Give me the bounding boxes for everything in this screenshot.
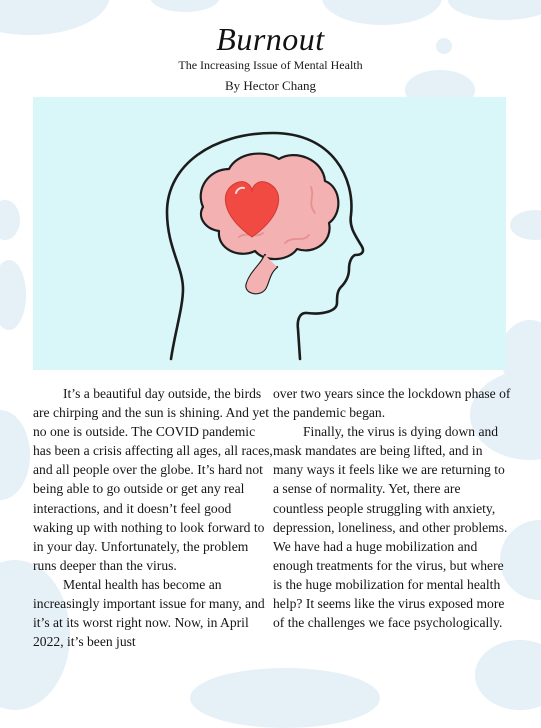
paragraph-continuation: over two years since the lockdown phase of the pandemic began. <box>273 386 511 421</box>
background-bubble <box>448 0 541 20</box>
paragraph-finally: Finally, the virus is dying down and mask mandates are being lifted, and in many ways it feels like we are returning to a sense of normality. Yet, there are countless people struggling with anxiety, depression, loneliness, and other problems. We have had a huge mobilization and enough treatments for the virus, but where is the huge mobilization for mental health help? It seems like the virus exposed more of the challenges we face psychologically. <box>273 424 508 631</box>
article-column-right <box>273 384 513 632</box>
brain-icon <box>201 154 339 294</box>
article-subtitle: The Increasing Issue of Mental Health <box>178 58 363 72</box>
paragraph-opening: It’s a beautiful day outside, the birds are chirping and the sun is shining. And yet no one is outside. The COVID pandemic has been a crisis affecting all ages, all races, and all people over the globe. It’s hard not being able to go outside or get any real interactions, and it doesn’t feel good waking up with nothing to look forward to in your day. Unfortunately, the problem runs deeper than the virus. <box>33 386 273 573</box>
hero-illustration <box>33 97 506 370</box>
article-byline: By Hector Chang <box>225 78 316 93</box>
background-bubble <box>0 410 30 500</box>
illustration-svg <box>33 97 506 370</box>
background-bubble <box>190 668 380 728</box>
paragraph-mental-health: Mental health has become an increasingly important issue for many, and it’s at its worst right now. Now, in April 2022, it’s been just <box>33 576 265 650</box>
background-bubble <box>150 0 220 12</box>
background-bubble <box>510 210 541 240</box>
background-bubble <box>0 200 20 240</box>
article-column-left <box>33 384 273 651</box>
article-header <box>0 22 541 94</box>
article-title: Burnout <box>216 21 325 57</box>
background-bubble <box>0 260 26 330</box>
